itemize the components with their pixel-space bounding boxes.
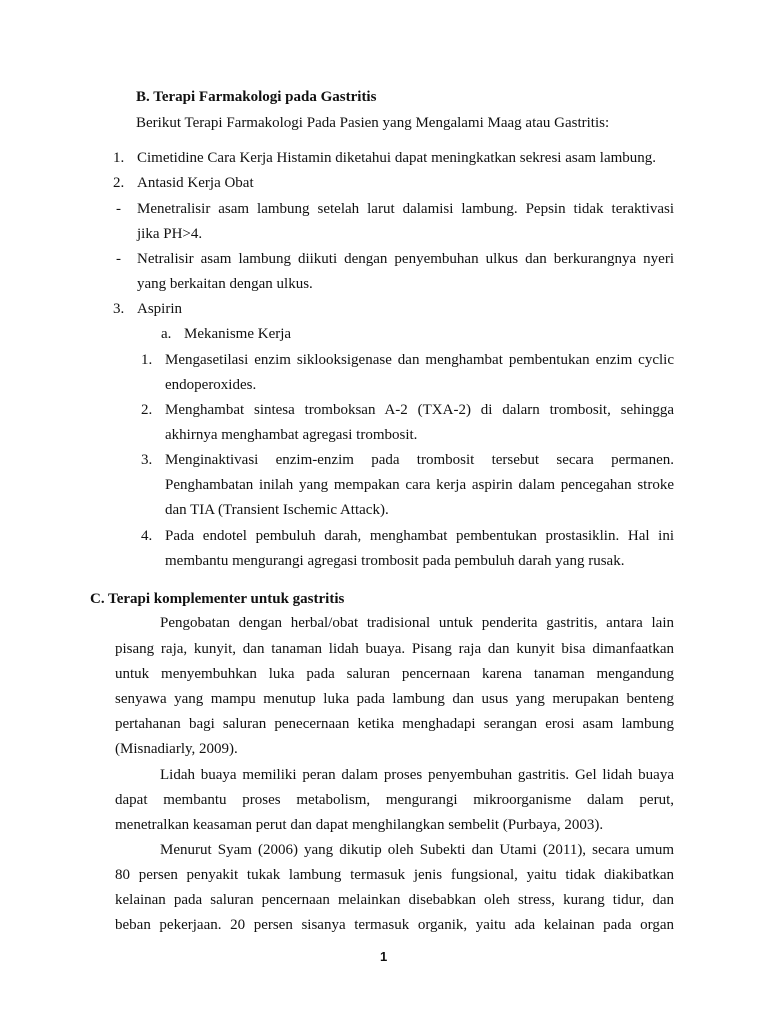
paragraph-line: pisang raja, kunyit, dan tanaman lidah buaya. Pisang raja dan kunyit bisa dimanfaatkan bbox=[115, 641, 674, 657]
section-b-intro: Berikut Terapi Farmakologi Pada Pasien yang Mengalami Maag atau Gastritis: bbox=[136, 115, 610, 131]
paragraph-line: Menurut Syam (2006) yang dikutip oleh Subekti dan Utami (2011), secara umum bbox=[160, 842, 674, 858]
paragraph-line: senyawa yang mampu menutup luka pada lambung dan usus yang merupakan benteng bbox=[115, 691, 674, 707]
section-c-heading: C. Terapi komplementer untuk gastritis bbox=[90, 591, 345, 607]
paragraph-line: untuk menyembuhkan luka pada saluran pencernaan karena tanaman mengandung bbox=[115, 666, 674, 682]
list-item-text: Netralisir asam lambung diikuti dengan penyembuhan ulkus dan berkurangnya nyeri bbox=[137, 251, 674, 267]
list-item-text: Menetralisir asam lambung setelah larut dalamisi lambung. Pepsin tidak teraktivasi bbox=[137, 201, 674, 217]
paragraph-line: kelainan pada saluran pencernaan melainkan disebabkan oleh stress, kurang tidur, dan bbox=[115, 892, 674, 908]
list-item-text: yang berkaitan dengan ulkus. bbox=[137, 276, 313, 292]
mechanism-marker: 1. bbox=[141, 352, 153, 368]
list-item-text: Cimetidine Cara Kerja Histamin diketahui dapat meningkatkan sekresi asam lambung. bbox=[137, 150, 657, 166]
mechanism-text: Penghambatan inilah yang mempakan cara kerja aspirin dalam pencegahan stroke bbox=[165, 477, 674, 493]
mechanism-marker: 3. bbox=[141, 452, 153, 468]
list-item-text: Aspirin bbox=[137, 301, 182, 317]
paragraph-line: Pengobatan dengan herbal/obat tradisional untuk penderita gastritis, antara lain bbox=[160, 615, 674, 631]
mechanism-text: dan TIA (Transient Ischemic Attack). bbox=[165, 502, 389, 518]
paragraph-line: pertahanan bagi saluran penecernaan ketika menghadapi serangan erosi asam lambung bbox=[115, 716, 674, 732]
mechanism-text: Menginaktivasi enzim-enzim pada trombosit tersebut secara permanen. bbox=[165, 452, 674, 468]
sublist-text: Mekanisme Kerja bbox=[184, 326, 292, 342]
list-marker: 1. bbox=[113, 150, 125, 166]
mechanism-text: Mengasetilasi enzim siklooksigenase dan menghambat pembentukan enzim cyclic bbox=[165, 352, 674, 368]
mechanism-text: endoperoxides. bbox=[165, 377, 257, 393]
section-b-heading: B. Terapi Farmakologi pada Gastritis bbox=[136, 89, 377, 105]
paragraph-line: 80 persen penyakit tukak lambung termasuk jenis fungsional, yaitu tidak diakibatkan bbox=[115, 867, 674, 883]
paragraph-line: dapat membantu proses metabolism, mengurangi mikroorganisme dalam perut, bbox=[115, 792, 674, 808]
list-item-text: jika PH>4. bbox=[137, 226, 203, 242]
paragraph-line: Lidah buaya memiliki peran dalam proses penyembuhan gastritis. Gel lidah buaya bbox=[160, 767, 674, 783]
paragraph-line: menetralkan keasaman perut dan dapat menghilangkan sembelit (Purbaya, 2003). bbox=[115, 817, 604, 833]
mechanism-text: Pada endotel pembuluh darah, menghambat pembentukan prostasiklin. Hal ini bbox=[165, 528, 674, 544]
paragraph-line: beban pekerjaan. 20 persen sisanya termasuk organik, yaitu ada kelainan pada organ bbox=[115, 917, 674, 933]
mechanism-text: Menghambat sintesa tromboksan A-2 (TXA-2) di dalarn trombosit, sehingga bbox=[165, 402, 674, 418]
mechanism-text: membantu mengurangi agregasi trombosit pada pembuluh darah yang rusak. bbox=[165, 553, 625, 569]
dash-marker: - bbox=[116, 201, 121, 217]
list-marker: 3. bbox=[113, 301, 125, 317]
list-item-text: Antasid Kerja Obat bbox=[137, 175, 254, 191]
sublist-marker: a. bbox=[161, 326, 172, 342]
list-marker: 2. bbox=[113, 175, 125, 191]
mechanism-text: akhirnya menghambat agregasi trombosit. bbox=[165, 427, 418, 443]
mechanism-marker: 2. bbox=[141, 402, 153, 418]
paragraph-line: (Misnadiarly, 2009). bbox=[115, 741, 238, 757]
dash-marker: - bbox=[116, 251, 121, 267]
page-number: 1 bbox=[380, 949, 388, 964]
mechanism-marker: 4. bbox=[141, 528, 153, 544]
